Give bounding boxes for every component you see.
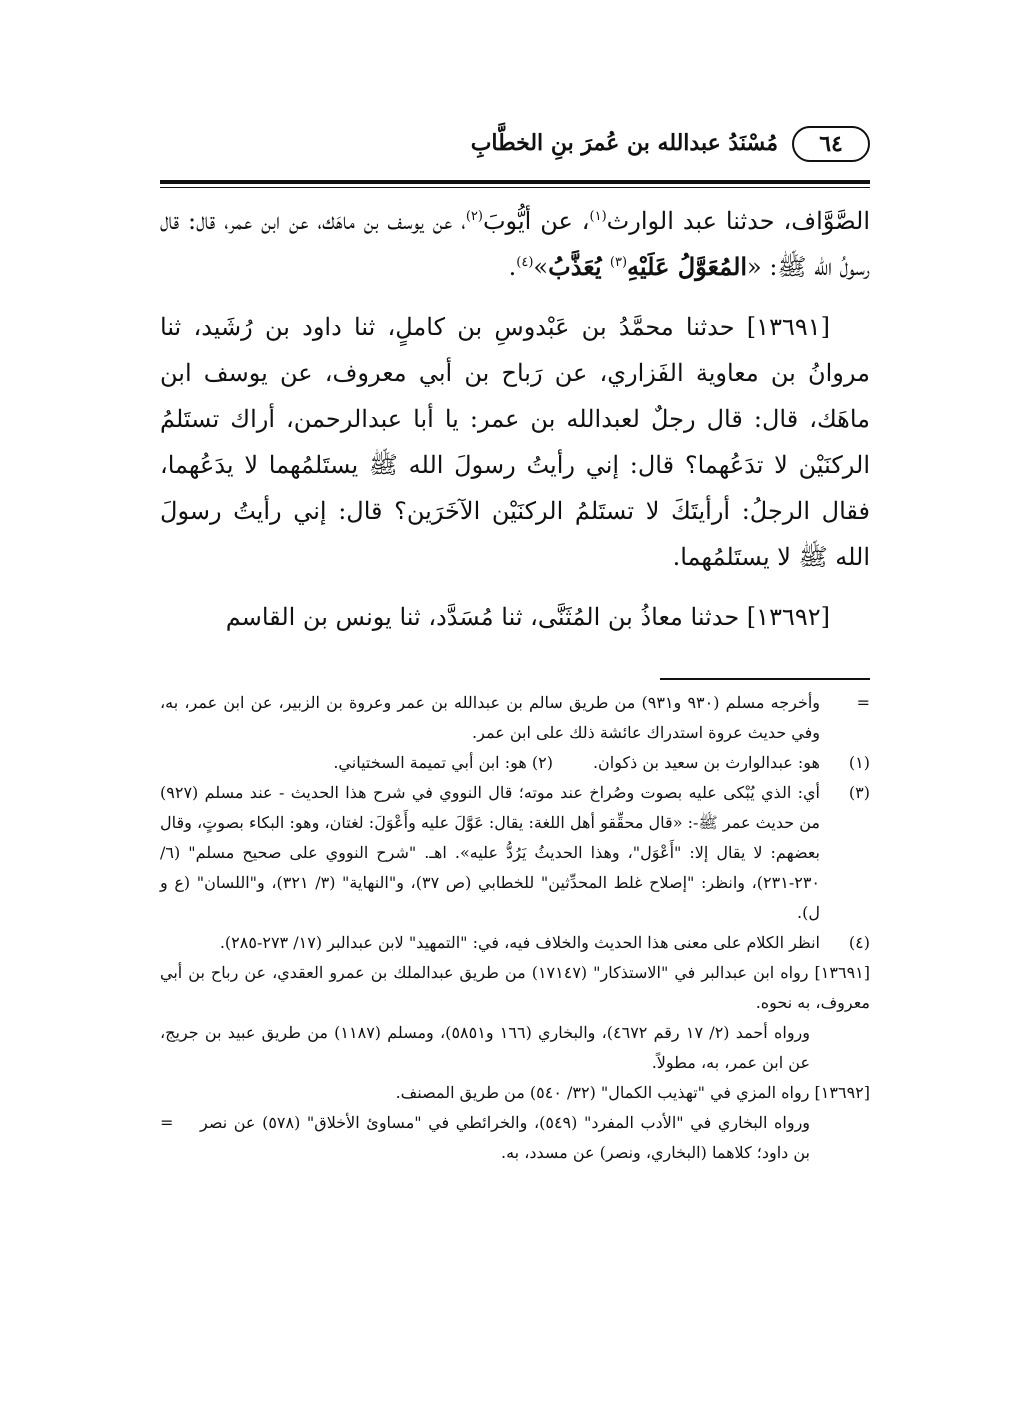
header-rule-thin xyxy=(160,187,870,188)
footnote-ref-1: (١) xyxy=(589,209,607,224)
intro-text-e: . xyxy=(508,253,517,281)
page-header xyxy=(160,118,870,172)
footnotes xyxy=(160,688,870,1168)
footnote-4-mark: (٤) xyxy=(848,933,870,952)
main-text xyxy=(160,198,870,640)
footnote-ref-2: (٢) xyxy=(465,209,483,224)
footnote-1-2-row xyxy=(160,748,820,778)
footnote-1-text: هو: عبدالوارث بن سعيد بن ذكوان. xyxy=(592,753,820,772)
takhrij-13691 xyxy=(160,958,870,1078)
takhrij-13692-text-a: [١٣٦٩٢] رواه المزي في "تهذيب الكمال" (٣٢/ ٥٤٠) من طريق المصنف. xyxy=(395,1083,870,1102)
running-title: مُسْنَدُ عبدالله بن عُمرَ بنِ الخطَّابِ xyxy=(470,130,778,156)
continuation-end-mark: = xyxy=(160,1113,174,1132)
intro-text-b: ، عن أيُّوبَ xyxy=(482,207,590,235)
footnote-3-text: أي: الذي يُبْكى عليه بصوت وصُراخ عند موته؛ قال النووي في شرح هذا الحديث - عند مسلم (٩٢٧) من حديث عمر ﷺ-: «قال محقِّقو أهل اللغة: يقال: عَوَّلَ عليه وأَعْوَلَ: لغتان، وهو: البكاء بصوتٍ، وقال بعضهم: لا يقال إلا: "أَعْوَل"، وهذا الحديثُ يَرُدُّ عليه». اهـ. "شرح النووي على صحيح مسلم" (٦/ ٢٣٠-٢٣١)، وانظر: "إصلاح غلط المحدِّثين" للخطابي (ص ٣٧)، و"النهاية" (٣/ ٣٢١)، و"اللسان" (ع و ل). xyxy=(160,783,821,922)
takhrij-13691-text-a: [١٣٦٩١] رواه ابن عبدالبر في "الاستذكار" (١٧١٤٧) من طريق عبدالملك بن عمرو العقدي، عن رباح بن أبي معروف، به نحوه. xyxy=(160,963,871,1012)
page xyxy=(160,118,870,1358)
takhrij-13691-text-b: ورواه أحمد (٢/ ١٧ رقم ٤٦٧٢)، والبخاري (١٦٦ و٥٨٥١)، ومسلم (١١٨٧) من طريق عبيد بن جريج، عن ابن عمر، به، مطولاً. xyxy=(160,1023,810,1072)
footnote-3 xyxy=(160,778,870,928)
footnote-2-mark: (٢) xyxy=(531,753,553,772)
hadith-text-bold-2: يُعَذَّبُ xyxy=(548,252,610,281)
footnote-4-text: انظر الكلام على معنى هذا الحديث والخلاف فيه، في: "التمهيد" لابن عبدالبر (١٧/ ٢٧٣-٢٨٥). xyxy=(219,933,820,952)
footnote-1-2 xyxy=(160,748,870,778)
page-number: ٦٤ xyxy=(819,131,843,157)
footnote-separator xyxy=(660,678,870,680)
intro-text-a: الصَّوَّاف، حدثنا عبد الوارث xyxy=(606,207,871,235)
footnote-ref-3: (٣) xyxy=(609,255,628,270)
page-number-badge xyxy=(792,126,870,162)
footnote-ref-4: (٤) xyxy=(516,255,534,270)
takhrij-13692-text-b: ورواه البخاري في "الأدب المفرد" (٥٤٩)، والخرائطي في "مساوئ الأخلاق" (٥٧٨) عن نصر بن داود؛ كلاهما (البخاري، ونصر) عن مسدد، به. xyxy=(200,1113,811,1162)
footnote-1-mark: (١) xyxy=(848,753,870,772)
footnote-3-mark: (٣) xyxy=(848,783,870,802)
intro-text-d: » xyxy=(533,253,549,281)
continuation-mark: = xyxy=(856,693,870,712)
footnote-2-text: هو: ابن أبي تميمة السختياني. xyxy=(333,753,527,772)
intro-text-c: ، عن يوسف بن ماهَك، عن ابن عمر، قال: قال رسولُ الله ﷺ: « xyxy=(160,207,870,281)
takhrij-13692-row xyxy=(160,1108,870,1168)
footnote-4 xyxy=(160,928,870,958)
intro-paragraph xyxy=(160,198,870,290)
footnote-2 xyxy=(333,748,553,778)
hadith-text-bold-1: المُعَوَّلُ عَلَيْهِ xyxy=(627,252,748,281)
hadith-13691: [١٣٦٩١] حدثنا محمَّدُ بن عَبْدوسِ بن كاملٍ، ثنا داود بن رُشَيد، ثنا مروانُ بن معاوية الفَزاري، عن رَباح بن أبي معروف، عن يوسف ابن ماهَك، قال: قال رجلٌ لعبدالله بن عمر: يا أبا عبدالرحمن، أراك تستَلمُ الركنَيْن لا تدَعُهما؟ قال: إني رأيتُ رسولَ الله ﷺ يستَلمُهما لا يدَعُهما، فقال الرجلُ: أرأيتَكَ لا تستَلمُ الركنَيْن الآخَرَين؟ قال: إني رأيتُ رسولَ الله ﷺ لا يستَلمُهما. xyxy=(160,313,870,571)
takhrij-13692 xyxy=(160,1078,870,1168)
hadith-13692: [١٣٦٩٢] حدثنا معاذُ بن المُثَنَّى، ثنا مُسَدَّد، ثنا يونس بن القاسم xyxy=(225,603,830,631)
footnote-continuation-text: وأخرجه مسلم (٩٣٠ و٩٣١) من طريق سالم بن عبدالله بن عمر وعروة بن الزبير، عن ابن عمر، به، وفي حديث عروة استدراك عائشة ذلك على ابن عمر. xyxy=(160,693,821,742)
header-rule-thick xyxy=(160,180,870,184)
footnote-continuation xyxy=(160,688,870,748)
